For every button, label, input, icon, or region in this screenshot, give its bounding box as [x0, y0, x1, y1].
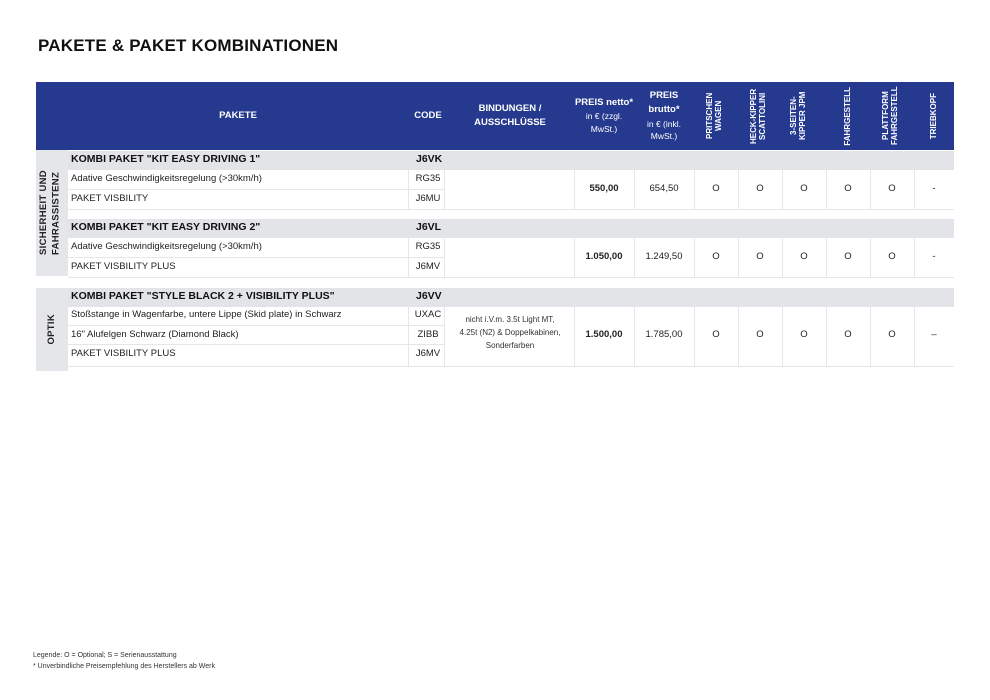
header-triebkopf: TRIEBKOPF [929, 92, 939, 140]
availability-cell: O [888, 251, 896, 262]
page-title: PAKETE & PAKET KOMBINATIONEN [38, 36, 339, 55]
legend-text: Legende: O = Optional; S = Serienausstattung [33, 652, 177, 659]
availability-cell: O [888, 183, 896, 194]
availability-cell: O [712, 183, 720, 194]
group-header-style-black-2: KOMBI PAKET "STYLE BLACK 2 + VISIBILITY PLUS" J6VV [68, 288, 954, 307]
availability-cell: O [756, 183, 764, 194]
list-item: PAKET VISBILITY J6MU [71, 193, 441, 204]
header-fahrgestell: FAHRGESTELL [843, 86, 853, 146]
list-item: Adative Geschwindigkeitsregelung (>30km/h) RG35 [71, 173, 441, 184]
header-pritschenwagen: PRITSCHEN WAGEN [705, 92, 724, 140]
availability-cell: O [800, 251, 808, 262]
header-pakete: PAKETE [219, 109, 257, 121]
availability-cell: O [712, 329, 720, 340]
availability-cell: – [931, 329, 937, 340]
group-header-kit-easy-driving-1: KOMBI PAKET "KIT EASY DRIVING 1" J6VK [68, 151, 954, 170]
section-label-sicherheit: SICHERHEIT UND FAHRASSISTENZ [36, 150, 68, 276]
table-header [36, 82, 954, 150]
availability-cell: O [756, 251, 764, 262]
list-item: Adative Geschwindigkeitsregelung (>30km/h) RG35 [71, 241, 441, 252]
list-item: PAKET VISBILITY PLUS J6MV [71, 261, 441, 272]
list-item: Stoßstange in Wagenfarbe, untere Lippe (Skid plate) in Schwarz UXAC [71, 309, 442, 320]
section-label-optik: OPTIK [36, 288, 68, 371]
availability-cell: - [932, 183, 936, 194]
header-3-seiten-kipper: 3-SEITEN- KIPPER JPM [789, 91, 808, 141]
footnote-text: * Unverbindliche Preisempfehlung des Herstellers ab Werk [33, 663, 215, 670]
availability-cell: O [844, 329, 852, 340]
preis-netto: 1.500,00 [585, 329, 623, 340]
availability-cell: O [888, 329, 896, 340]
header-code: CODE [414, 109, 442, 121]
header-plattform-fahrgestell: PLATTFORM FAHRGESTELL [881, 86, 900, 145]
preis-brutto: 1.785,00 [645, 329, 683, 340]
availability-cell: O [756, 329, 764, 340]
preis-netto: 550,00 [589, 183, 619, 194]
header-heck-kipper: HECK-KIPPER SCATTOLINI [749, 88, 768, 144]
availability-cell: - [932, 251, 936, 262]
group-header-kit-easy-driving-2: KOMBI PAKET "KIT EASY DRIVING 2" J6VL [68, 219, 954, 238]
bindungen-text: nicht i.V.m. 3.5t Light MT, 4.25t (N2) & Doppelkabinen, Sonderfarben [459, 315, 561, 350]
preis-netto: 1.050,00 [585, 251, 623, 262]
preis-brutto: 1.249,50 [645, 251, 683, 262]
availability-cell: O [844, 251, 852, 262]
header-preis-netto: PREIS netto* in € (zzgl. MwSt.) [574, 97, 634, 135]
availability-cell: O [844, 183, 852, 194]
preis-brutto: 654,50 [649, 183, 679, 194]
availability-cell: O [800, 329, 808, 340]
list-item: 16" Alufelgen Schwarz (Diamond Black) ZIBB [71, 329, 439, 340]
header-bindungen: BINDUNGEN / AUSSCHLÜSSE [474, 102, 546, 128]
availability-cell: O [712, 251, 720, 262]
list-item: PAKET VISBILITY PLUS J6MV [71, 348, 441, 359]
availability-cell: O [800, 183, 808, 194]
header-preis-brutto: PREIS brutto* in € (inkl. MwSt.) [646, 90, 681, 142]
